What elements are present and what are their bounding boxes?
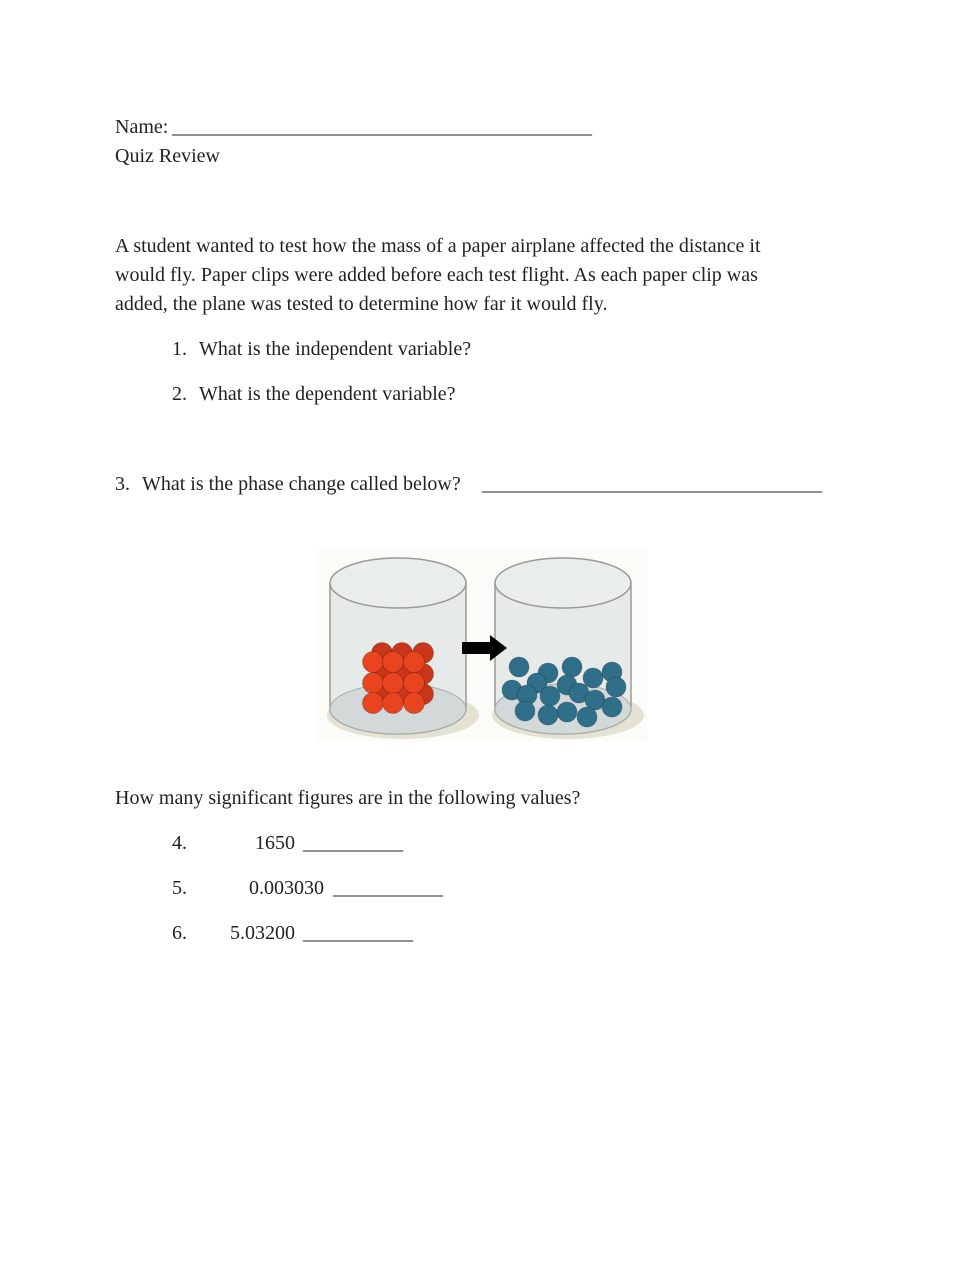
question-number: 2. <box>172 383 187 405</box>
gas-particle <box>577 707 597 727</box>
question-number: 6. <box>172 922 187 944</box>
answer-blank[interactable]: ___________ <box>333 877 443 899</box>
solid-particle <box>404 693 425 714</box>
value: 1650 <box>255 832 295 854</box>
solid-particles <box>363 643 434 714</box>
left-container <box>327 558 479 739</box>
value: 5.03200 <box>230 922 295 944</box>
scenario-line: A student wanted to test how the mass of a paper airplane affected the distance it <box>115 235 761 257</box>
solid-particle <box>383 673 404 694</box>
question-number: 4. <box>172 832 187 854</box>
question-number: 1. <box>172 338 187 360</box>
phase-change-figure <box>317 549 647 741</box>
solid-particle <box>363 652 384 673</box>
question-number: 5. <box>172 877 187 899</box>
gas-particle <box>583 668 603 688</box>
answer-blank[interactable]: ___________ <box>303 922 413 944</box>
scenario-line: added, the plane was tested to determine how far it would fly. <box>115 293 608 315</box>
gas-particle <box>602 697 622 717</box>
name-blank[interactable]: __________________________________________ <box>172 116 592 138</box>
name-label: Name: <box>115 116 169 138</box>
question-text: What is the independent variable? <box>199 338 472 360</box>
solid-particle <box>383 693 404 714</box>
sig-figs-prompt: How many significant figures are in the following values? <box>115 787 581 809</box>
question-number: 3. <box>115 473 130 495</box>
question-text: What is the phase change called below? <box>142 473 461 495</box>
solid-particle <box>363 673 384 694</box>
solid-particle <box>383 652 404 673</box>
answer-blank[interactable]: __________________________________ <box>482 473 822 495</box>
solid-particle <box>404 652 425 673</box>
answer-blank[interactable]: __________ <box>303 832 403 854</box>
gas-particle <box>557 702 577 722</box>
value: 0.003030 <box>249 877 324 899</box>
solid-particle <box>363 693 384 714</box>
gas-particle <box>562 657 582 677</box>
right-container <box>492 558 644 739</box>
quiz-title: Quiz Review <box>115 145 220 167</box>
scenario-line: would fly. Paper clips were added before each test flight. As each paper clip was <box>115 264 758 286</box>
gas-particle <box>606 677 626 697</box>
question-text: What is the dependent variable? <box>199 383 456 405</box>
gas-particle <box>515 701 535 721</box>
gas-particle <box>540 686 560 706</box>
solid-particle <box>404 673 425 694</box>
gas-particle <box>538 705 558 725</box>
gas-particle <box>509 657 529 677</box>
